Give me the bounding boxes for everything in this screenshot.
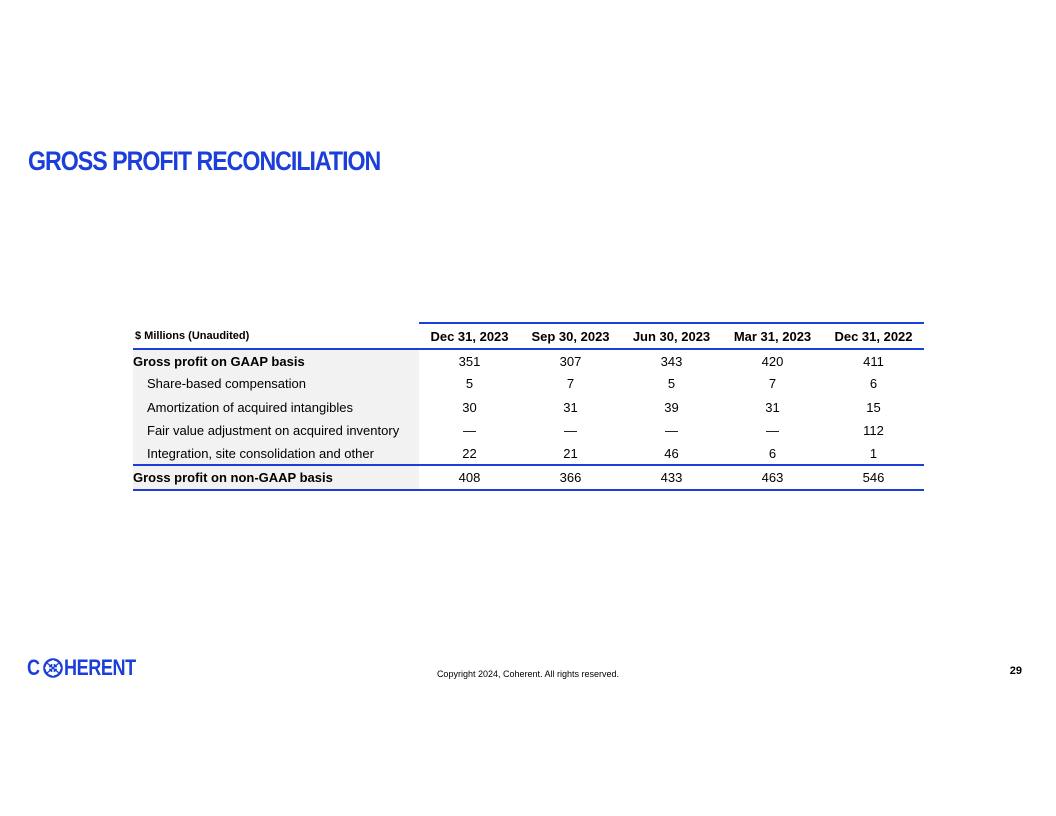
- cell-value: 5: [667, 376, 676, 392]
- row-label: Share-based compensation: [133, 372, 419, 395]
- page-title: GROSS PROFIT RECONCILIATION: [28, 146, 381, 176]
- copyright-notice: Copyright 2024, Coherent. All rights reserved.: [436, 669, 620, 679]
- cell-value: 307: [559, 353, 582, 369]
- cell-value: 31: [765, 399, 780, 415]
- table-row-integration: [133, 442, 924, 465]
- row-label: Amortization of acquired intangibles: [133, 396, 419, 419]
- cell-value: 408: [419, 465, 520, 490]
- row-label: Integration, site consolidation and other: [133, 442, 419, 465]
- logo-text-c: C: [27, 655, 40, 680]
- cell-value: 366: [520, 465, 621, 490]
- cell-value: 343: [660, 353, 683, 369]
- table-row-gaap-gross-profit: [133, 349, 924, 372]
- cell-value: 6: [768, 445, 777, 461]
- cell-value: —: [665, 423, 678, 439]
- cell-value: 351: [458, 353, 481, 369]
- table-units-label: $ Millions (Unaudited): [133, 323, 419, 349]
- gross-profit-reconciliation-table: [133, 322, 924, 491]
- cell-value: 46: [664, 445, 679, 461]
- cell-value: 546: [823, 465, 924, 490]
- row-label: Fair value adjustment on acquired inventory: [133, 419, 419, 442]
- cell-value: 7: [768, 376, 777, 392]
- cell-value: 5: [465, 376, 474, 392]
- row-label: Gross profit on non-GAAP basis: [133, 465, 419, 490]
- cell-value: 112: [863, 423, 884, 439]
- cell-value: —: [766, 423, 779, 439]
- cell-value: 21: [563, 445, 578, 461]
- cell-value: 30: [462, 399, 477, 415]
- cell-value: 411: [863, 353, 884, 369]
- cell-value: —: [564, 423, 577, 439]
- cell-value: 22: [462, 445, 477, 461]
- cell-value: 39: [664, 399, 679, 415]
- column-header: Dec 31, 2022: [823, 323, 924, 349]
- column-header: Mar 31, 2023: [722, 323, 823, 349]
- table-row-fair-value-adjustment: [133, 419, 924, 442]
- cell-value: 15: [866, 399, 881, 415]
- cell-value: 420: [761, 353, 784, 369]
- cell-value: 463: [722, 465, 823, 490]
- table-row-amortization: [133, 396, 924, 419]
- logo-text-herent: HERENT: [64, 655, 137, 680]
- page-number: 29: [1009, 665, 1022, 677]
- cell-value: —: [463, 423, 476, 439]
- row-label: Gross profit on GAAP basis: [133, 349, 419, 372]
- cell-value: 7: [566, 376, 575, 392]
- cell-value: 1: [869, 445, 878, 461]
- cell-value: 6: [869, 376, 878, 392]
- table-header-row: [133, 323, 924, 349]
- table-row-share-based-compensation: [133, 372, 924, 395]
- column-header: Sep 30, 2023: [520, 323, 621, 349]
- table-row-non-gaap-gross-profit: [133, 465, 924, 490]
- column-header: Jun 30, 2023: [621, 323, 722, 349]
- cell-value: 31: [563, 399, 578, 415]
- column-header: Dec 31, 2023: [419, 323, 520, 349]
- cell-value: 433: [621, 465, 722, 490]
